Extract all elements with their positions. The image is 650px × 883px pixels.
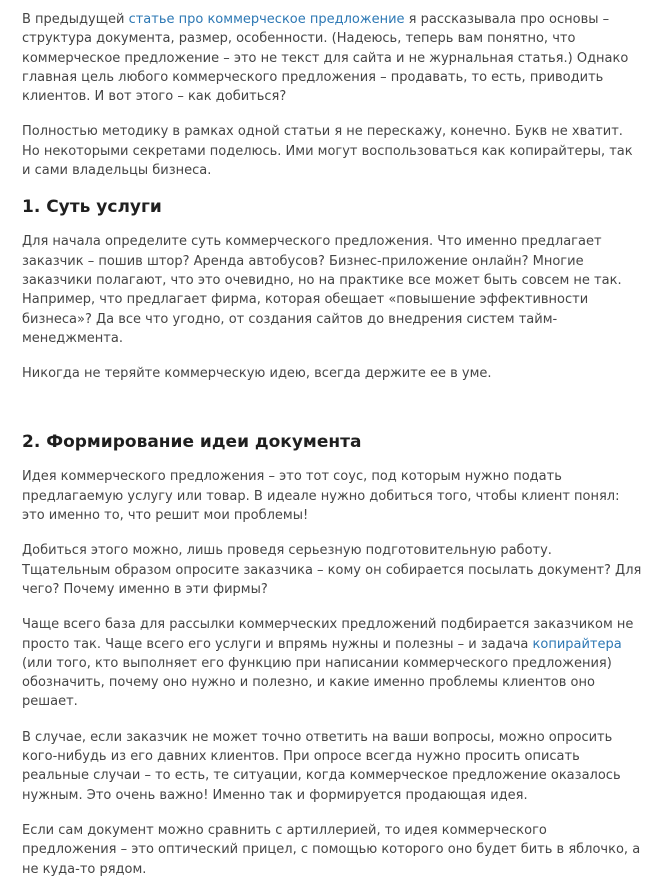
copywriter-link[interactable]: копирайтера [532, 636, 622, 652]
intro-text-before-link: В предыдущей [22, 12, 129, 27]
intro-text-after-link: я рассказывала про основы – структура документа, размер, особенности. (Надеюсь, теперь вам понятно, что коммерческое предложение – это не текст для сайта и не журнальная статья.) Однако главная цель любого коммерческого предложения – продавать, то есть, приводить клиентов. И вот этого – как добиться? [22, 12, 629, 105]
mailing-text-before-link: Чаще всего база для рассылки коммерческих предложений подбирается заказчиком не просто так. Чаще всего его услуги и впрямь нужны и полезны – и задача [22, 617, 634, 652]
commercial-offer-article-link[interactable]: статье про коммерческое предложение [128, 12, 405, 27]
paragraph-mailing-base [22, 615, 642, 711]
paragraph-idea-sauce: Идея коммерческого предложения – это тот соус, под которым нужно подать предлагаемую услугу или товар. В идеале нужно добиться того, чтобы клиент понял: это именно то, что решит мои проблемы! [22, 469, 620, 524]
mailing-text-after-link: (или того, кто выполняет его функцию при написании коммерческого предложения) обозначить, почему оно нужно и полезно, и какие именно проблемы клиентов оно решает. [22, 655, 612, 710]
paragraph-client-survey: В случае, если заказчик не может точно ответить на ваши вопросы, можно опросить кого-нибудь из его давних клиентов. При опросе всегда нужно просить описать реальные случаи – то есть, те ситуации, когда коммерческое предложение оказалось нужным. Это очень важно! Именно так и формируется продающая идея. [22, 729, 621, 803]
paragraph-artillery: Если сам документ можно сравнить с артиллерией, то идея коммерческого предложения – это оптический прицел, с помощью которого оно будет бить в яблочко, а не куда-то рядом. [22, 822, 641, 877]
paragraph-service-essence: Для начала определите суть коммерческого предложения. Что именно предлагает заказчик – пошив штор? Аренда автобусов? Бизнес-приложение онлайн? Многие заказчики полагают, что это очевидно, но на практике все может быть совсем не так. Например, что предлагает фирма, которая обещает «повышение эффективности бизнеса»? Да все что угодно, от создания сайтов до внедрения систем тайм-менеджмента. [22, 234, 622, 346]
paragraph-keep-idea: Никогда не теряйте коммерческую идею, всегда держите ее в уме. [22, 366, 492, 382]
paragraph-preparation: Добиться этого можно, лишь проведя серьезную подготовительную работу. Тщательным образом опросите заказчика – кому он собирается посылать документ? Для чего? Почему именно в эти фирмы? [22, 543, 642, 597]
heading-document-idea: 2. Формирование идеи документа [22, 432, 362, 453]
heading-service-essence: 1. Суть услуги [22, 197, 162, 218]
intro-paragraph [22, 10, 642, 106]
paragraph-methodology: Полностью методику в рамках одной статьи я не перескажу, конечно. Букв не хватит. Но некоторыми секретами поделюсь. Ими могут воспользоваться как копирайтеры, так и сами владельцы бизнеса. [22, 124, 633, 179]
